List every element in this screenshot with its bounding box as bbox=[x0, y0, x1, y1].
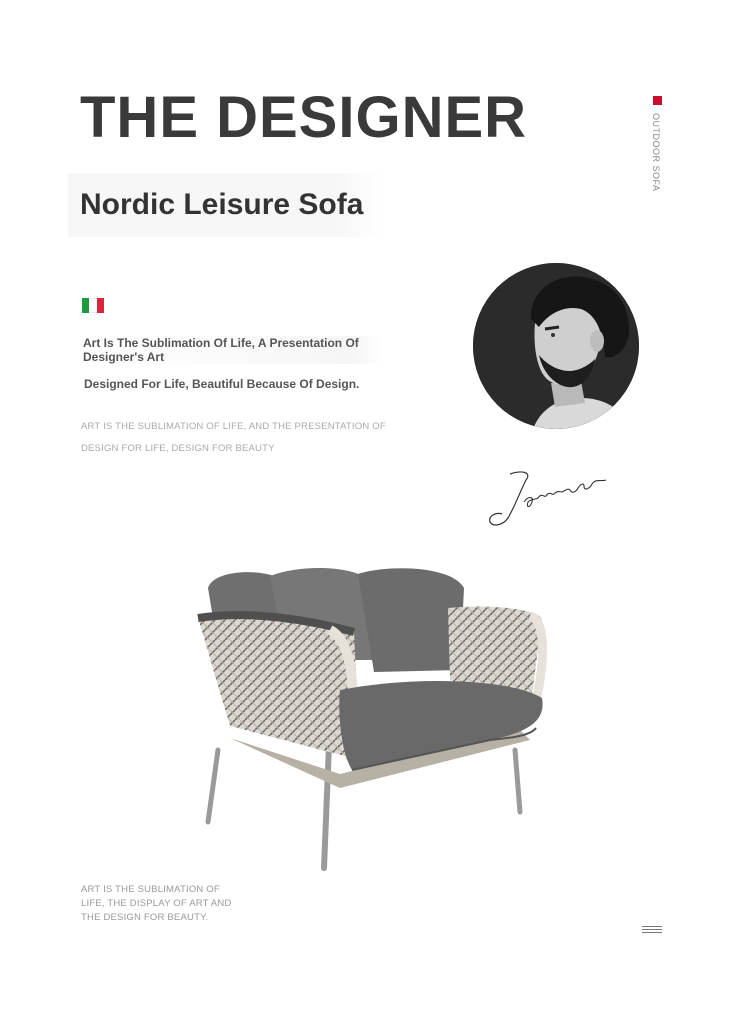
footer-caps-text: ART IS THE SUBLIMATION OF LIFE, THE DISPLAY OF ART AND THE DESIGN FOR BEAUTY. bbox=[81, 884, 232, 923]
italy-flag-icon bbox=[82, 298, 104, 313]
page-title: THE DESIGNER bbox=[80, 85, 528, 150]
side-category-label: OUTDOOR SOFA bbox=[651, 113, 661, 192]
designer-tagline: Designed For Life, Beautiful Because Of Design. bbox=[84, 377, 360, 391]
caps-text-line-2: DESIGN FOR LIFE, DESIGN FOR BEAUTY bbox=[81, 443, 275, 454]
designer-portrait bbox=[473, 263, 639, 429]
sofa-image bbox=[190, 560, 560, 875]
designer-intro: Art Is The Sublimation Of Life, A Presentation Of Designer's Art bbox=[83, 336, 383, 364]
accent-square bbox=[653, 96, 662, 105]
caps-text-line-1: ART IS THE SUBLIMATION OF LIFE, AND THE PRESENTATION OF bbox=[81, 421, 386, 432]
menu-icon[interactable] bbox=[642, 926, 662, 936]
product-title: Nordic Leisure Sofa bbox=[80, 188, 364, 221]
designer-signature bbox=[480, 462, 620, 534]
